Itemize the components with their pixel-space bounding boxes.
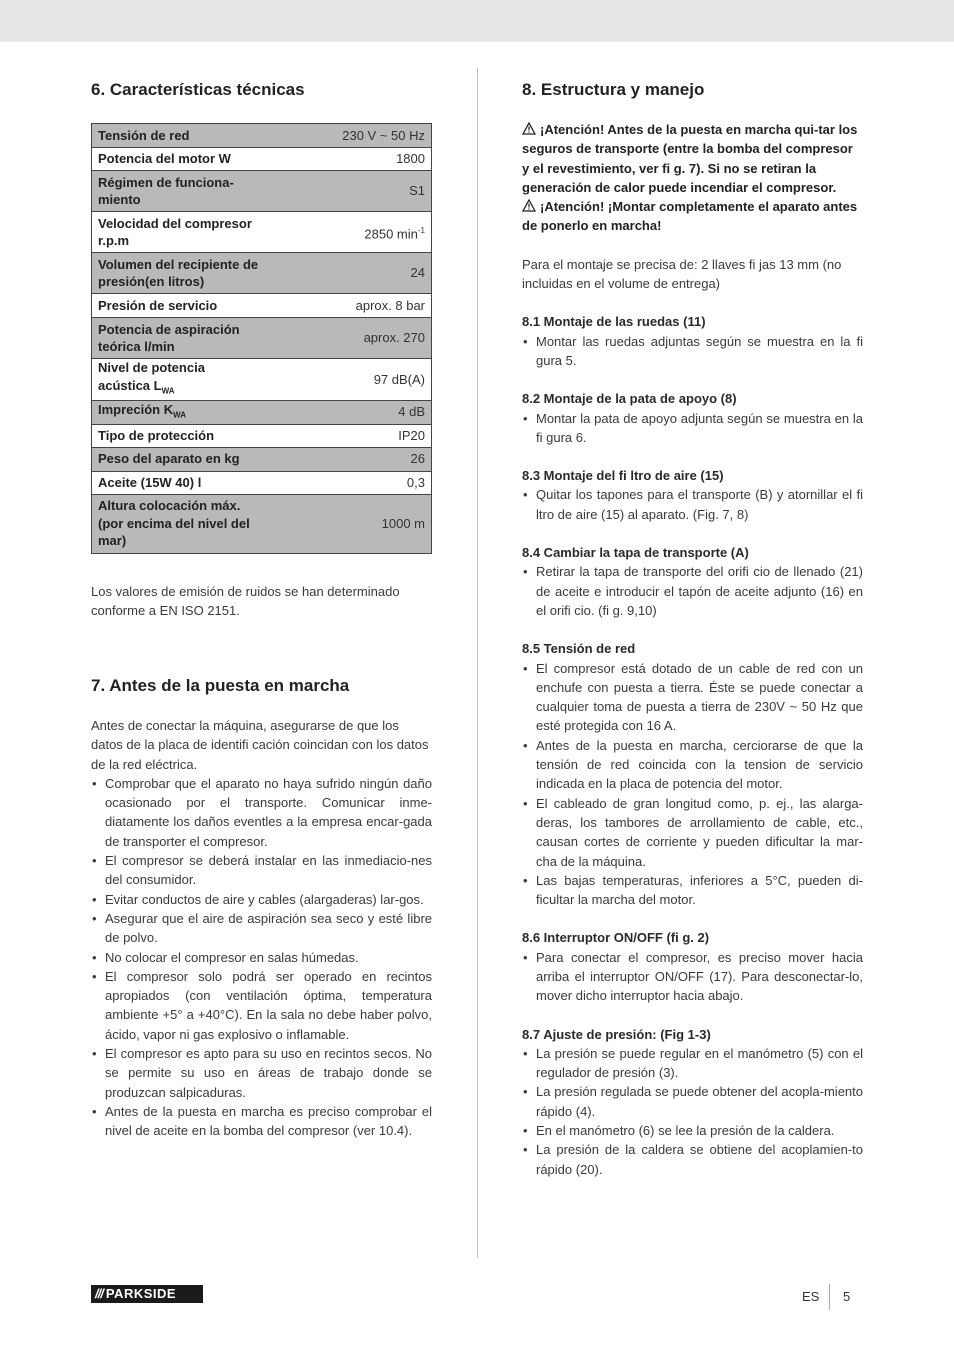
spec-row xyxy=(92,171,432,212)
spec-row xyxy=(92,447,432,471)
subsection-bullets xyxy=(522,1044,863,1179)
spec-value: aprox. 270 xyxy=(292,318,432,359)
list-item: • Retirar la tapa de transporte del orifi cio de llenado (21) de aceite e introducir el tapón de aceite adjunto (16) en el orifi cio. (fi g. 9,10) xyxy=(522,562,863,620)
subsection-title: 8.6 Interruptor ON/OFF (fi g. 2) xyxy=(522,930,710,946)
subsection xyxy=(522,466,863,524)
warning-2-text: ¡Atención! ¡Montar completamente el aparato antes de ponerlo en marcha! xyxy=(522,199,858,234)
spec-label: Potencia de aspiración teórica l/min xyxy=(92,318,292,359)
spec-row xyxy=(92,494,432,553)
subsection-title: 8.4 Cambiar la tapa de transporte (A) xyxy=(522,545,749,561)
spec-row xyxy=(92,318,432,359)
list-item: • Comprobar que el aparato no haya sufrido ningún daño ocasionado por el transporte. Comunicar inme-diatamente los daños eventles a la empresa encar-gada de transporter el compresor. xyxy=(91,774,432,851)
spec-label: Volumen del recipiente de presión(en litros) xyxy=(92,253,292,294)
subsection xyxy=(522,639,863,909)
spec-label: Velocidad del compresor r.p.m xyxy=(92,212,292,253)
list-item: • La presión regulada se puede obtener del acopla-miento rápido (4). xyxy=(522,1082,863,1121)
spec-value: 4 dB xyxy=(292,400,432,424)
list-item: • Montar la pata de apoyo adjunta según se muestra en la fi gura 6. xyxy=(522,409,863,448)
spec-value: 26 xyxy=(292,447,432,471)
logo-text: PARKSIDE xyxy=(105,1286,177,1301)
spec-row xyxy=(92,294,432,318)
spec-value: 97 dB(A) xyxy=(292,359,432,401)
list-item: • Montar las ruedas adjuntas según se muestra en la fi gura 5. xyxy=(522,332,863,371)
spec-value: 1800 xyxy=(292,148,432,171)
list-item: • La presión se puede regular en el manómetro (5) con el regulador de presión (3). xyxy=(522,1044,863,1083)
spec-value: 0,3 xyxy=(292,471,432,494)
spec-row xyxy=(92,471,432,494)
spec-row xyxy=(92,359,432,401)
spec-label: Altura colocación máx. (por encima del nivel del mar) xyxy=(92,494,292,553)
spec-value: 24 xyxy=(292,253,432,294)
parkside-logo xyxy=(91,1285,203,1303)
top-band xyxy=(0,0,954,42)
warning-icon xyxy=(522,122,536,135)
subsection-title: 8.7 Ajuste de presión: (Fig 1-3) xyxy=(522,1026,711,1042)
section-7-bullets xyxy=(91,774,432,1141)
section-7-intro: Antes de conectar la máquina, asegurarse de que los datos de la placa de identifi cación coincidan con los datos de la red eléctrica. xyxy=(91,718,429,772)
spec-table xyxy=(91,123,432,554)
warning-1-text: ¡Atención! Antes de la puesta en marcha qui-tar los seguros de transporte (entre la bomba del compresor y el revestimiento, ver fi g. 7). Si no se retiran la generación de calor puede incendiar el compresor. xyxy=(522,122,858,195)
spec-label: Tipo de protección xyxy=(92,424,292,447)
column-divider xyxy=(477,68,478,1258)
spec-label: Aceite (15W 40) l xyxy=(92,471,292,494)
spec-row xyxy=(92,212,432,253)
subsection-bullets xyxy=(522,485,863,524)
subsection-bullets xyxy=(522,948,863,1006)
spec-label: Nivel de potencia acústica $L_{WA}$ xyxy=(92,359,292,401)
spec-label: Presión de servicio xyxy=(92,294,292,318)
footer-language: ES xyxy=(802,1289,820,1304)
subsection-bullets xyxy=(522,659,863,910)
spec-row xyxy=(92,253,432,294)
section-8-subsections xyxy=(522,312,863,1179)
spec-value: IP20 xyxy=(292,424,432,447)
spec-row xyxy=(92,124,432,148)
warning-icon xyxy=(522,199,536,212)
list-item: • Las bajas temperaturas, inferiores a 5°C, pueden di-ficultar la marcha del motor. xyxy=(522,871,863,910)
list-item: • Quitar los tapones para el transporte (B) y atornillar el fi ltro de aire (15) al aparato. (Fig. 7, 8) xyxy=(522,485,863,524)
subsection-bullets xyxy=(522,332,863,371)
list-item: • El cableado de gran longitud como, p. ej., las alarga-deras, los tambores de arrollamiento de cable, etc., causan cortes de corriente y pueden dificultar la mar-cha de la máquina. xyxy=(522,794,863,871)
subsection-title: 8.1 Montaje de las ruedas (11) xyxy=(522,314,706,330)
subsection-title: 8.5 Tensión de red xyxy=(522,641,636,657)
subsection-title: 8.2 Montaje de la pata de apoyo (8) xyxy=(522,391,737,407)
warning-2 xyxy=(522,197,863,236)
page-number: 5 xyxy=(843,1289,851,1304)
list-item: • Para conectar el compresor, es preciso mover hacia arriba el interruptor ON/OFF (17). Para desconectar-lo, mover dicho interruptor hacia abajo. xyxy=(522,948,863,1006)
list-item: • El compresor está dotado de un cable de red con un enchufe con puesta a tierra. Éste se puede conectar a cualquier toma de puesta a tierra de 230V ~ 50 Hz que esté protegida con 16 A. xyxy=(522,659,863,736)
subsection-title: 8.3 Montaje del fi ltro de aire (15) xyxy=(522,468,724,484)
list-item: • En el manómetro (6) se lee la presión de la caldera. xyxy=(522,1121,863,1140)
spec-label: Impreción $K_{WA}$ xyxy=(92,400,292,424)
list-item: • Antes de la puesta en marcha, cerciorarse de que la tensión de red coincida con la tension de servicio indicada en la placa de potencia del motor. xyxy=(522,736,863,794)
logo-slashes: /// xyxy=(95,1286,103,1301)
spec-row xyxy=(92,400,432,424)
spec-value: 1000 m xyxy=(292,494,432,553)
list-item: • No colocar el compresor en salas húmedas. xyxy=(91,948,432,967)
spec-label: Tensión de red xyxy=(92,124,292,148)
list-item: • El compresor solo podrá ser operado en recintos apropiados (con ventilación óptima, temperatura ambiente +5° a +40°C). En la sala no debe haber polvo, ácido, vapor ni gas explosivo o inflamable. xyxy=(91,967,432,1044)
subsection-bullets xyxy=(522,409,863,448)
spec-value: 2850 $\min^{-1}$ xyxy=(292,212,432,253)
spec-value: aprox. 8 bar xyxy=(292,294,432,318)
spec-label: Peso del aparato en kg xyxy=(92,447,292,471)
spec-row xyxy=(92,424,432,447)
section-8-body xyxy=(522,120,863,1179)
subsection-bullets xyxy=(522,562,863,620)
footer-separator xyxy=(829,1284,830,1310)
montaje-note: Para el montaje se precisa de: 2 llaves fi jas 13 mm (no incluidas en el volume de entrega) xyxy=(522,256,842,292)
list-item: • Evitar conductos de aire y cables (alargaderas) lar-gos. xyxy=(91,890,432,909)
noise-note: Los valores de emisión de ruidos se han determinado conforme a EN ISO 2151. xyxy=(91,584,400,619)
warning-1 xyxy=(522,120,863,197)
subsection xyxy=(522,928,863,1005)
list-item: • Antes de la puesta en marcha es preciso comprobar el nivel de aceite en la bomba del compresor (ver 10.4). xyxy=(91,1102,432,1141)
section-7-title: 7. Antes de la puesta en marcha xyxy=(91,676,350,695)
section-8-title: 8. Estructura y manejo xyxy=(522,80,705,99)
spec-label: Potencia del motor W xyxy=(92,148,292,171)
section-6-title: 6. Características técnicas xyxy=(91,80,305,99)
spec-label: Régimen de funciona- miento xyxy=(92,171,292,212)
section-7-body xyxy=(91,716,432,1141)
list-item: • La presión de la caldera se obtiene del acoplamien-to rápido (20). xyxy=(522,1140,863,1179)
subsection xyxy=(522,389,863,447)
spec-value: 230 V ~ 50 Hz xyxy=(292,124,432,148)
list-item: • El compresor se deberá instalar en las inmediacio-nes del consumidor. xyxy=(91,851,432,890)
subsection xyxy=(522,1025,863,1179)
subsection xyxy=(522,312,863,370)
spec-value: S1 xyxy=(292,171,432,212)
spec-row xyxy=(92,148,432,171)
subsection xyxy=(522,543,863,620)
list-item: • El compresor es apto para su uso en recintos secos. No se permite su uso en áreas de trabajo donde se produzcan salpicaduras. xyxy=(91,1044,432,1102)
list-item: • Asegurar que el aire de aspiración sea seco y esté libre de polvo. xyxy=(91,909,432,948)
